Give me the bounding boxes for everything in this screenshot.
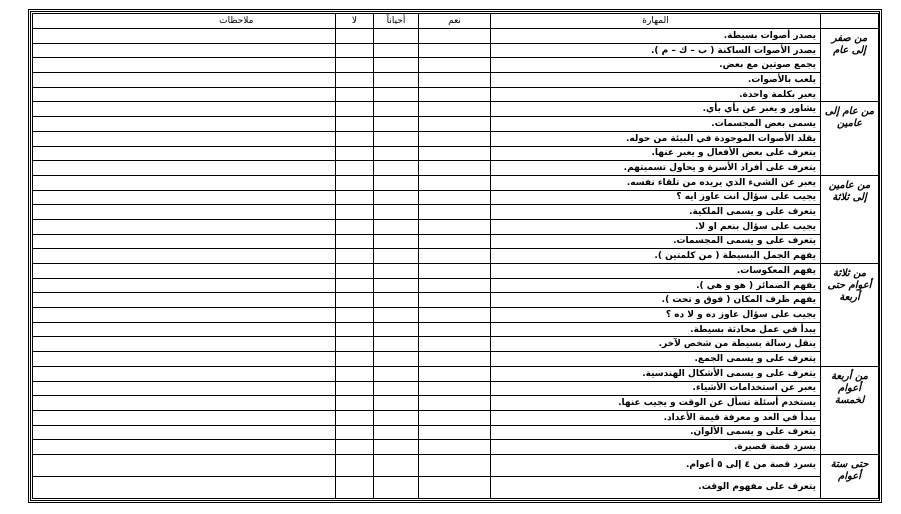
table-row [33,131,879,146]
table-row [33,278,879,293]
skill-cell: يلعب بالأصوات. [491,73,821,88]
yes-cell[interactable] [419,219,491,234]
sometimes-cell[interactable] [374,396,419,411]
skill-cell: يعبر بكلمة واحدة. [491,87,821,102]
sometimes-cell[interactable] [374,278,419,293]
skills-checklist-table [32,13,879,499]
sometimes-cell[interactable] [374,425,419,440]
notes-cell[interactable] [33,29,336,44]
table-row [33,454,879,476]
no-cell[interactable] [336,454,374,476]
table-row [33,308,879,323]
no-cell[interactable] [336,440,374,455]
skill-cell: يتعرف على مفهوم الوقت. [491,476,821,498]
notes-cell[interactable] [33,440,336,455]
notes-cell[interactable] [33,425,336,440]
no-cell[interactable] [336,337,374,352]
skill-cell: يصدر الأصوات الساكنة ( ب – ك – م ). [491,43,821,58]
no-cell[interactable] [336,117,374,132]
no-cell[interactable] [336,58,374,73]
table-row [33,293,879,308]
sometimes-cell[interactable] [374,87,419,102]
sometimes-cell[interactable] [374,440,419,455]
yes-cell[interactable] [419,352,491,367]
no-cell[interactable] [336,131,374,146]
no-cell[interactable] [336,175,374,190]
notes-cell[interactable] [33,410,336,425]
yes-cell[interactable] [419,73,491,88]
table-row [33,440,879,455]
yes-cell[interactable] [419,440,491,455]
skill-cell: يسرد قصة من ٤ إلى ٥ أعوام. [491,454,821,476]
skill-cell: يتعرف على و يسمى المجسمات. [491,234,821,249]
no-cell[interactable] [336,43,374,58]
skill-cell: يتعرف على و يسمى الجمع. [491,352,821,367]
yes-cell[interactable] [419,102,491,117]
yes-cell[interactable] [419,308,491,323]
yes-cell[interactable] [419,476,491,498]
notes-cell[interactable] [33,249,336,264]
no-cell[interactable] [336,278,374,293]
notes-cell[interactable] [33,175,336,190]
notes-cell[interactable] [33,381,336,396]
table-row [33,476,879,498]
skill-cell: يقلد الأصوات الموجودة في البيئة من حوله. [491,131,821,146]
sometimes-cell[interactable] [374,249,419,264]
sometimes-cell[interactable] [374,234,419,249]
table-row [33,425,879,440]
notes-cell[interactable] [33,366,336,381]
yes-cell[interactable] [419,175,491,190]
table-row [33,264,879,279]
sometimes-cell[interactable] [374,322,419,337]
yes-cell[interactable] [419,43,491,58]
yes-cell[interactable] [419,366,491,381]
no-cell[interactable] [336,219,374,234]
notes-cell[interactable] [33,322,336,337]
table-row [33,58,879,73]
notes-cell[interactable] [33,102,336,117]
notes-cell[interactable] [33,43,336,58]
notes-cell[interactable] [33,205,336,220]
sometimes-cell[interactable] [374,29,419,44]
skill-cell: ينقل رسالة بسيطة من شخص لآخر. [491,337,821,352]
no-cell[interactable] [336,264,374,279]
yes-cell[interactable] [419,205,491,220]
skill-cell: يجيب على سؤال عاوز ده و لا ده ؟ [491,308,821,323]
notes-cell[interactable] [33,278,336,293]
yes-cell[interactable] [419,146,491,161]
table-row [33,117,879,132]
no-cell[interactable] [336,396,374,411]
sometimes-cell[interactable] [374,293,419,308]
sometimes-cell[interactable] [374,73,419,88]
skill-cell: يتعرف على أفراد الأسرة و يحاول تسميتهم. [491,161,821,176]
no-cell[interactable] [336,476,374,498]
no-cell[interactable] [336,87,374,102]
yes-cell[interactable] [419,87,491,102]
notes-cell[interactable] [33,117,336,132]
yes-cell[interactable] [419,249,491,264]
table-row [33,381,879,396]
sometimes-cell[interactable] [374,454,419,476]
table-row [33,175,879,190]
skill-cell: يستخدم أسئلة تسأل عن الوقت و يجيب عنها. [491,396,821,411]
no-cell[interactable] [336,249,374,264]
no-cell[interactable] [336,102,374,117]
no-header: لا [336,14,374,29]
notes-cell[interactable] [33,352,336,367]
notes-cell[interactable] [33,161,336,176]
no-cell[interactable] [336,146,374,161]
table-row [33,219,879,234]
header-row [33,14,879,29]
yes-cell[interactable] [419,131,491,146]
skill-cell: يفهم الجمل البسيطة ( من كلمتين ). [491,249,821,264]
table-row [33,29,879,44]
age-range-label: من أربعة أعوام لخمسة [821,366,879,454]
notes-cell[interactable] [33,58,336,73]
skill-cell: يجيب على سؤال انت عاوز ايه ؟ [491,190,821,205]
no-cell[interactable] [336,352,374,367]
yes-cell[interactable] [419,29,491,44]
yes-cell[interactable] [419,293,491,308]
skill-cell: يبدأ في العد و معرفة قيمة الأعداد. [491,410,821,425]
yes-cell[interactable] [419,410,491,425]
no-cell[interactable] [336,308,374,323]
table-row [33,205,879,220]
skill-cell: يعبر عن استخدامات الأشياء. [491,381,821,396]
sometimes-cell[interactable] [374,146,419,161]
table-row [33,352,879,367]
notes-cell[interactable] [33,131,336,146]
no-cell[interactable] [336,29,374,44]
age-range-label: من عامين إلى ثلاثة [821,175,879,263]
table-row [33,249,879,264]
table-row [33,146,879,161]
sometimes-cell[interactable] [374,308,419,323]
skill-cell: يعبر عن الشيء الذي يريده من تلقاء نفسه. [491,175,821,190]
notes-cell[interactable] [33,190,336,205]
sometimes-cell[interactable] [374,352,419,367]
sometimes-cell[interactable] [374,161,419,176]
no-cell[interactable] [336,73,374,88]
table-row [33,337,879,352]
table-row [33,161,879,176]
sometimes-cell[interactable] [374,58,419,73]
sometimes-cell[interactable] [374,410,419,425]
yes-cell[interactable] [419,425,491,440]
notes-cell[interactable] [33,219,336,234]
page-frame [28,9,882,503]
table-row [33,366,879,381]
sometimes-cell[interactable] [374,117,419,132]
sometimes-cell[interactable] [374,205,419,220]
table-row [33,190,879,205]
notes-cell[interactable] [33,234,336,249]
notes-cell[interactable] [33,396,336,411]
table-row [33,396,879,411]
skill-cell: يفهم الضمائر ( هو و هي ). [491,278,821,293]
sometimes-cell[interactable] [374,190,419,205]
no-cell[interactable] [336,205,374,220]
no-cell[interactable] [336,161,374,176]
skill-cell: يصدر أصوات بسيطة. [491,29,821,44]
no-cell[interactable] [336,381,374,396]
skill-cell: يتعرف على بعض الأفعال و يعبر عنها. [491,146,821,161]
table-row [33,87,879,102]
no-cell[interactable] [336,322,374,337]
skill-cell: يبدأ في عمل محادثة بسيطة. [491,322,821,337]
skill-cell: يتعرف على و يسمى الأشكال الهندسية. [491,366,821,381]
yes-cell[interactable] [419,337,491,352]
table-row [33,410,879,425]
sometimes-cell[interactable] [374,476,419,498]
table-row [33,43,879,58]
yes-cell[interactable] [419,381,491,396]
sometimes-cell[interactable] [374,175,419,190]
yes-cell[interactable] [419,454,491,476]
age-range-label: حتى ستة أعوام [821,454,879,498]
notes-cell[interactable] [33,87,336,102]
skill-cell: يتعرف على و يسمى الألوان. [491,425,821,440]
sometimes-cell[interactable] [374,366,419,381]
notes-cell[interactable] [33,146,336,161]
age-range-label: من ثلاثة أعوام حتى أربعة [821,264,879,367]
age-range-label: من صفر إلى عام [821,29,879,102]
no-cell[interactable] [336,190,374,205]
notes-cell[interactable] [33,73,336,88]
yes-cell[interactable] [419,190,491,205]
skill-cell: يشاور و يعبر عن بأي بأي. [491,102,821,117]
yes-cell[interactable] [419,322,491,337]
no-cell[interactable] [336,425,374,440]
notes-cell[interactable] [33,476,336,498]
age-header [821,14,879,29]
sometimes-cell[interactable] [374,337,419,352]
yes-cell[interactable] [419,264,491,279]
skill-cell: يجيب على سؤال بنعم او لا. [491,219,821,234]
no-cell[interactable] [336,366,374,381]
sometimes-cell[interactable] [374,131,419,146]
table-row [33,102,879,117]
notes-header: ملاحظات [33,14,336,29]
table-row [33,73,879,88]
yes-cell[interactable] [419,396,491,411]
sometimes-cell[interactable] [374,381,419,396]
skill-cell: يفهم ظرف المكان ( فوق و تحت ). [491,293,821,308]
no-cell[interactable] [336,293,374,308]
yes-cell[interactable] [419,58,491,73]
skill-cell: يسرد قصة قصيرة. [491,440,821,455]
skill-cell: يفهم المعكوسات. [491,264,821,279]
sometimes-cell[interactable] [374,264,419,279]
age-range-label: من عام إلى عامين [821,102,879,175]
table-row [33,234,879,249]
sometimes-cell[interactable] [374,43,419,58]
no-cell[interactable] [336,410,374,425]
skill-cell: يجمع صوتين مع بعض. [491,58,821,73]
yes-cell[interactable] [419,278,491,293]
skill-cell: يسمى بعض المجسمات. [491,117,821,132]
yes-cell[interactable] [419,234,491,249]
notes-cell[interactable] [33,264,336,279]
yes-header: نعم [419,14,491,29]
sometimes-cell[interactable] [374,219,419,234]
skill-header: المهارة [491,14,821,29]
notes-cell[interactable] [33,308,336,323]
yes-cell[interactable] [419,117,491,132]
skill-cell: يتعرف على و يسمى الملكية. [491,205,821,220]
sometimes-cell[interactable] [374,102,419,117]
yes-cell[interactable] [419,161,491,176]
notes-cell[interactable] [33,337,336,352]
notes-cell[interactable] [33,454,336,476]
notes-cell[interactable] [33,293,336,308]
table-row [33,322,879,337]
no-cell[interactable] [336,234,374,249]
sometimes-header: أحياناً [374,14,419,29]
